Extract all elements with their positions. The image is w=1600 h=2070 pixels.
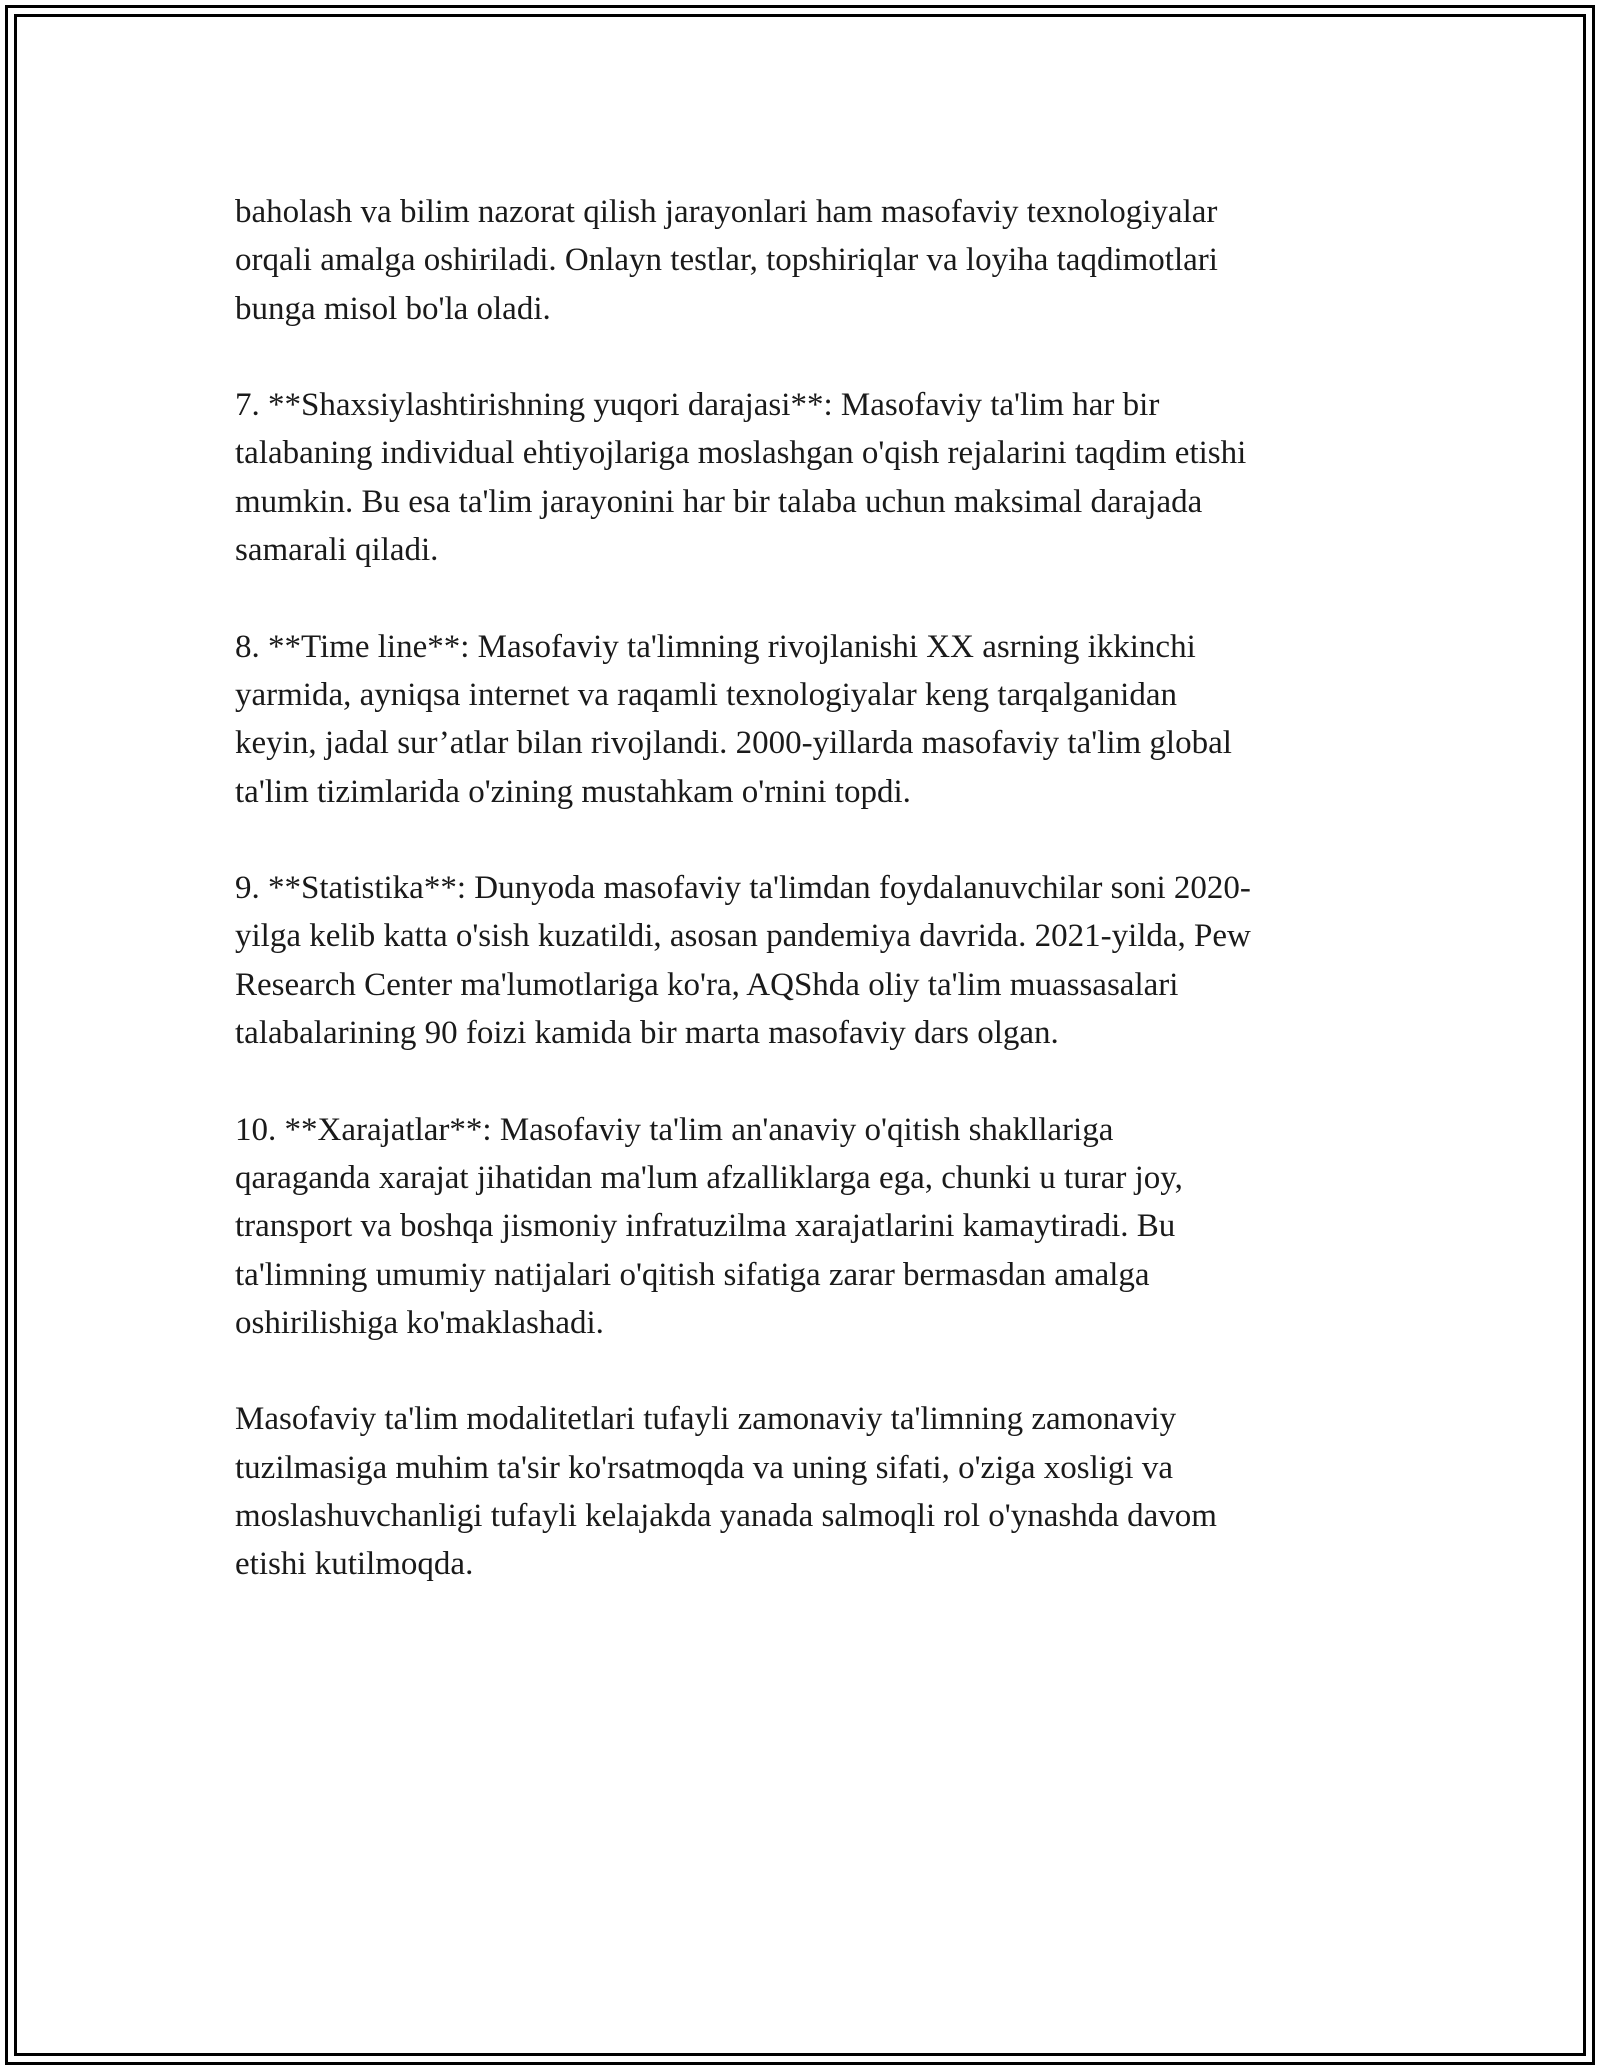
paragraph-conclusion: Masofaviy ta'lim modalitetlari tufayli zamonaviy ta'limning zamonaviy tuzilmasiga muhim ta'sir ko'rsatmoqda va uning sifati, o'ziga xosligi va moslashuvchanligi tufayli kelajakda yanada salmoqli rol o'ynashda davom etishi kutilmoqda. bbox=[235, 1401, 1217, 1583]
paragraph-timeline: 8. **Time line**: Masofaviy ta'limning rivojlanishi XX asrning ikkinchi yarmida, ayniqsa internet va raqamli texnologiyalar keng tarqalganidan keyin, jadal sur’atlar bilan rivojlandi. 2000-yillarda masofaviy ta'lim global ta'lim tizimlarida o'zining mustahkam o'rnini topdi. bbox=[235, 628, 1232, 810]
document-body bbox=[235, 188, 1395, 1637]
paragraph-costs: 10. **Xarajatlar**: Masofaviy ta'lim an'anaviy o'qitish shakllariga qaraganda xarajat jihatidan ma'lum afzalliklarga ega, chunki u turar joy, transport va boshqa jismoniy infratuzilma xarajatlarini kamaytiradi. Bu ta'limning umumiy natijalari o'qitish sifatiga zarar bermasdan amalga oshirilishiga ko'maklashadi. bbox=[235, 1111, 1183, 1341]
paragraph-assessment: baholash va bilim nazorat qilish jarayonlari ham masofaviy texnologiyalar orqali amalga oshiriladi. Onlayn testlar, topshiriqlar va loyiha taqdimotlari bunga misol bo'la oladi. bbox=[235, 194, 1218, 327]
paragraph-statistics: 9. **Statistika**: Dunyoda masofaviy ta'limdan foydalanuvchilar soni 2020- yilga kelib katta o'sish kuzatildi, asosan pandemiya davrida. 2021-yilda, Pew Research Center ma'lumotlariga ko'ra, AQShda oliy ta'lim muassasalari talabalarining 90 foizi kamida bir marta masofaviy dars olgan. bbox=[235, 870, 1251, 1052]
paragraph-personalization: 7. **Shaxsiylashtirishning yuqori darajasi**: Masofaviy ta'lim har bir talabaning individual ehtiyojlariga moslashgan o'qish rejalarini taqdim etishi mumkin. Bu esa ta'lim jarayonini har bir talaba uchun maksimal darajada samarali qiladi. bbox=[235, 387, 1247, 569]
